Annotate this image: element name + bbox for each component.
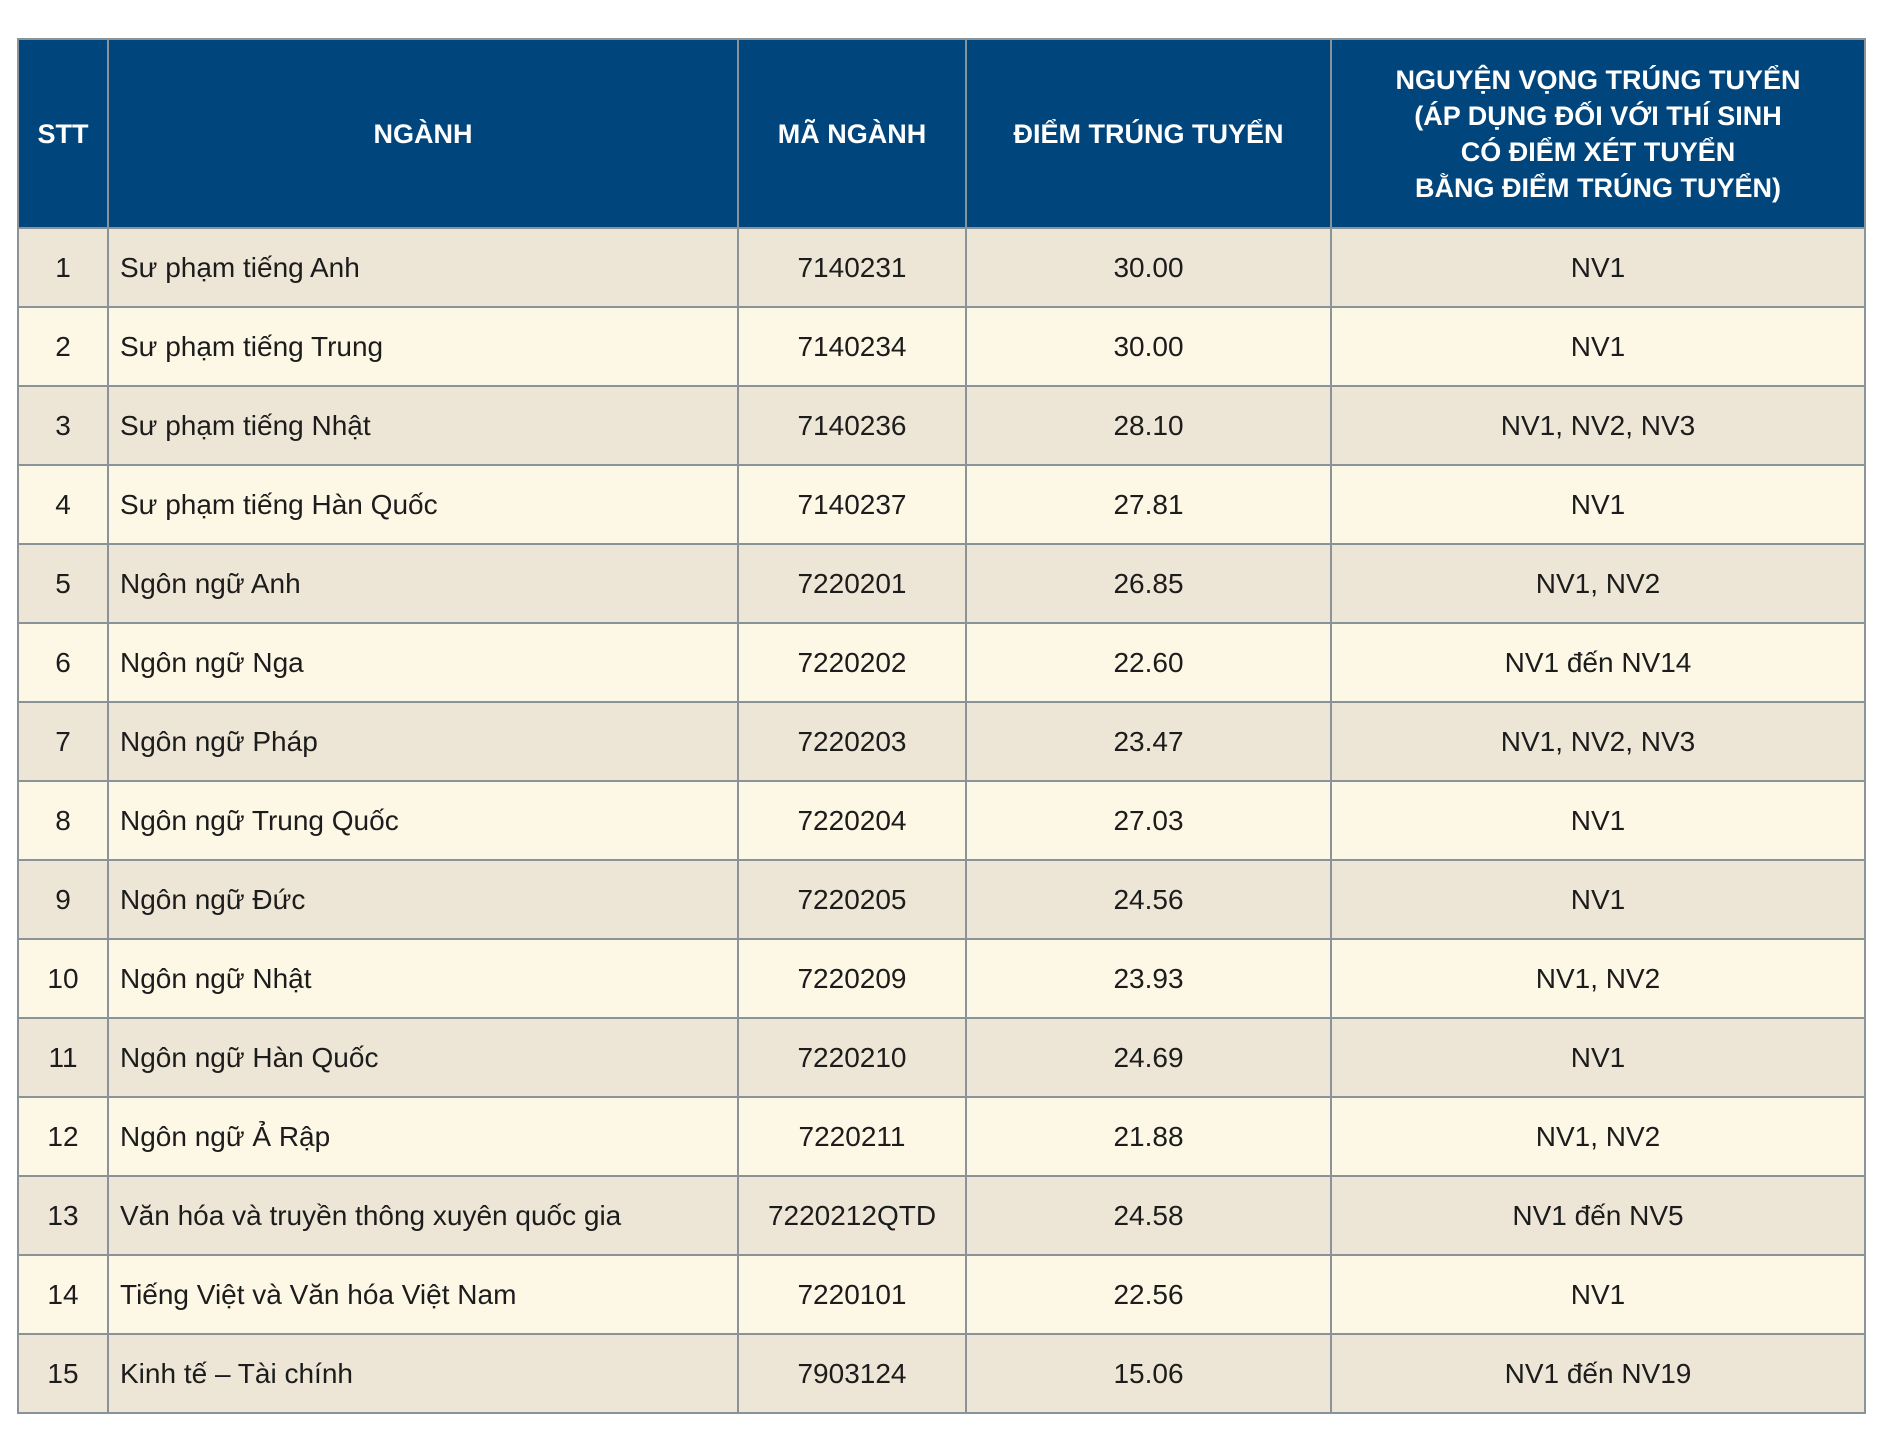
cell-ma-nganh: 7140236 [738, 386, 966, 465]
header-diem-trung-tuyen: ĐIỂM TRÚNG TUYỂN [966, 39, 1331, 228]
cell-stt: 4 [18, 465, 108, 544]
cell-stt: 8 [18, 781, 108, 860]
cell-nguyen-vong: NV1, NV2 [1331, 939, 1865, 1018]
cell-stt: 13 [18, 1176, 108, 1255]
cell-stt: 5 [18, 544, 108, 623]
cell-ma-nganh: 7220209 [738, 939, 966, 1018]
cell-stt: 3 [18, 386, 108, 465]
cell-ma-nganh: 7220201 [738, 544, 966, 623]
table-row [18, 307, 1865, 386]
cell-stt: 12 [18, 1097, 108, 1176]
cell-stt: 7 [18, 702, 108, 781]
table-row [18, 1018, 1865, 1097]
cell-nganh: Ngôn ngữ Anh [108, 544, 738, 623]
cell-nganh: Ngôn ngữ Pháp [108, 702, 738, 781]
cell-ma-nganh: 7220202 [738, 623, 966, 702]
cell-nguyen-vong: NV1, NV2, NV3 [1331, 386, 1865, 465]
cell-stt: 14 [18, 1255, 108, 1334]
cell-nganh: Văn hóa và truyền thông xuyên quốc gia [108, 1176, 738, 1255]
header-nguyen-vong-line-1: NGUYỆN VỌNG TRÚNG TUYỂN [1395, 64, 1801, 95]
cell-ma-nganh: 7220210 [738, 1018, 966, 1097]
cell-nganh: Sư phạm tiếng Trung [108, 307, 738, 386]
cell-nganh: Sư phạm tiếng Hàn Quốc [108, 465, 738, 544]
header-nganh: NGÀNH [108, 39, 738, 228]
cell-nganh: Ngôn ngữ Nhật [108, 939, 738, 1018]
cell-nguyen-vong: NV1, NV2, NV3 [1331, 702, 1865, 781]
header-row [18, 39, 1865, 228]
cell-diem: 27.81 [966, 465, 1331, 544]
cell-diem: 22.60 [966, 623, 1331, 702]
cell-ma-nganh: 7220211 [738, 1097, 966, 1176]
cell-stt: 6 [18, 623, 108, 702]
cell-ma-nganh: 7140237 [738, 465, 966, 544]
cell-ma-nganh: 7220101 [738, 1255, 966, 1334]
table-header [18, 39, 1865, 228]
cell-stt: 2 [18, 307, 108, 386]
cell-diem: 15.06 [966, 1334, 1331, 1413]
cell-ma-nganh: 7220212QTD [738, 1176, 966, 1255]
table-row [18, 386, 1865, 465]
cell-diem: 23.47 [966, 702, 1331, 781]
cell-nguyen-vong: NV1 [1331, 860, 1865, 939]
table-row [18, 544, 1865, 623]
cell-nguyen-vong: NV1 đến NV14 [1331, 623, 1865, 702]
cell-stt: 15 [18, 1334, 108, 1413]
cell-nguyen-vong: NV1 [1331, 1018, 1865, 1097]
cell-diem: 27.03 [966, 781, 1331, 860]
cell-stt: 1 [18, 228, 108, 307]
table-row [18, 1097, 1865, 1176]
cell-ma-nganh: 7903124 [738, 1334, 966, 1413]
cell-diem: 24.56 [966, 860, 1331, 939]
cell-nganh: Ngôn ngữ Đức [108, 860, 738, 939]
cell-nguyen-vong: NV1 [1331, 781, 1865, 860]
cell-ma-nganh: 7220205 [738, 860, 966, 939]
header-stt: STT [18, 39, 108, 228]
header-ma-nganh: MÃ NGÀNH [738, 39, 966, 228]
cell-diem: 26.85 [966, 544, 1331, 623]
table-body [18, 228, 1865, 1413]
cell-nganh: Sư phạm tiếng Anh [108, 228, 738, 307]
table-row [18, 860, 1865, 939]
cell-nguyen-vong: NV1 đến NV19 [1331, 1334, 1865, 1413]
table-row [18, 228, 1865, 307]
cell-stt: 11 [18, 1018, 108, 1097]
cell-diem: 23.93 [966, 939, 1331, 1018]
cell-nganh: Ngôn ngữ Trung Quốc [108, 781, 738, 860]
cell-nganh: Ngôn ngữ Hàn Quốc [108, 1018, 738, 1097]
cell-nguyen-vong: NV1 [1331, 307, 1865, 386]
table-row [18, 465, 1865, 544]
cell-nganh: Ngôn ngữ Ả Rập [108, 1097, 738, 1176]
cell-nguyen-vong: NV1 [1331, 228, 1865, 307]
cell-nganh: Kinh tế – Tài chính [108, 1334, 738, 1413]
cell-diem: 24.69 [966, 1018, 1331, 1097]
cell-diem: 21.88 [966, 1097, 1331, 1176]
table-row [18, 1255, 1865, 1334]
cell-nguyen-vong: NV1 đến NV5 [1331, 1176, 1865, 1255]
cell-nganh: Ngôn ngữ Nga [108, 623, 738, 702]
cell-nguyen-vong: NV1, NV2 [1331, 544, 1865, 623]
cell-ma-nganh: 7220204 [738, 781, 966, 860]
header-nguyen-vong [1331, 39, 1865, 228]
cell-diem: 22.56 [966, 1255, 1331, 1334]
cell-nguyen-vong: NV1 [1331, 1255, 1865, 1334]
header-nguyen-vong-line-3: CÓ ĐIỂM XÉT TUYỂN [1460, 136, 1736, 167]
header-nguyen-vong-line-4: BẰNG ĐIỂM TRÚNG TUYỂN) [1415, 172, 1781, 203]
cell-nganh: Tiếng Việt và Văn hóa Việt Nam [108, 1255, 738, 1334]
cell-nganh: Sư phạm tiếng Nhật [108, 386, 738, 465]
cell-diem: 24.58 [966, 1176, 1331, 1255]
cell-diem: 28.10 [966, 386, 1331, 465]
table-row [18, 623, 1865, 702]
header-nguyen-vong-line-2: (ÁP DỤNG ĐỐI VỚI THÍ SINH [1414, 100, 1782, 131]
table-row [18, 781, 1865, 860]
cell-stt: 9 [18, 860, 108, 939]
cell-nguyen-vong: NV1, NV2 [1331, 1097, 1865, 1176]
table-row [18, 1176, 1865, 1255]
table-row [18, 1334, 1865, 1413]
cell-ma-nganh: 7140234 [738, 307, 966, 386]
table-row [18, 939, 1865, 1018]
table-row [18, 702, 1865, 781]
admission-scores-table [17, 38, 1866, 1414]
cell-ma-nganh: 7220203 [738, 702, 966, 781]
cell-diem: 30.00 [966, 307, 1331, 386]
cell-ma-nganh: 7140231 [738, 228, 966, 307]
cell-stt: 10 [18, 939, 108, 1018]
cell-diem: 30.00 [966, 228, 1331, 307]
cell-nguyen-vong: NV1 [1331, 465, 1865, 544]
